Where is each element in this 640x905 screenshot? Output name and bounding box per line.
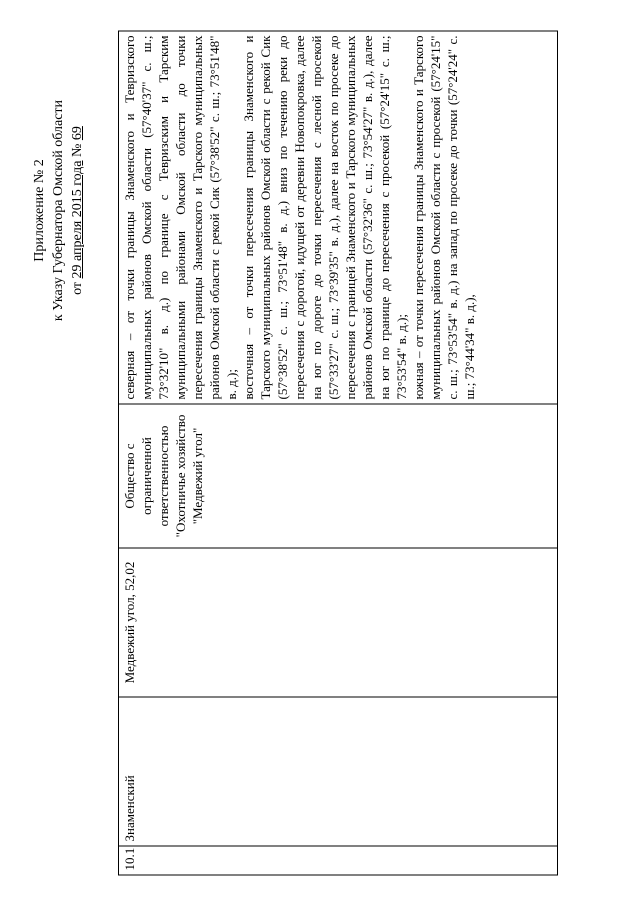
area-cell: Медвежий угол, 52,02: [119, 548, 558, 697]
boundary-south: южная – от точки пересечения границы Знаменского и Тарского муниципальных районов Омской области с просекой (57°24'15" с. ш.; 73°53'54" в. д.) на запад по просеке до точки (57°24'24" с. ш.; 73°44'34" в. д.),: [411, 35, 477, 399]
number-label: №: [70, 143, 85, 157]
decree-date-line: [68, 45, 87, 375]
organization-cell: Общество с ограниченной ответственностью "Охотничье хозяйство "Медвежий угол": [119, 404, 558, 548]
decree-date: 29 апреля 2015 года: [70, 159, 85, 278]
decree-number: 69: [70, 125, 85, 140]
decree-reference: к Указу Губернатора Омской области: [51, 99, 66, 321]
date-prefix: от: [70, 281, 85, 295]
district-cell: Знаменский: [119, 697, 558, 846]
hunting-grounds-table: [118, 30, 558, 875]
row-number: 10.1: [119, 846, 558, 875]
boundary-east: восточная – от точки пересечения границы Знаменского и Тарского муниципальных районов Омской области с рекой Сик (57°38'52" с. ш.; 73°51'48" в. д.) вниз по течению реки до пересечения с дорогой, идущей от деревни Новопокровка, далее на юг по дороге до точки пересечения с лесной просекой (57°33'27" с. ш.; 73°39'35" в. д.), далее на восток по просеке до пересечения с границей Знаменского и Тарского муниципальных районов Омской области (57°32'36" с. ш.; 73°54'27" в. д.), далее на юг по границе до пересечения с просекой (57°24'15" с. ш.; 73°53'54" в. д.);: [241, 35, 409, 399]
boundaries-cell: [119, 31, 558, 404]
appendix-title: Приложение № 2: [32, 158, 47, 262]
table-row: [119, 31, 558, 875]
boundary-north: северная – от точки границы Знаменского и Тевризского муниципальных районов Омской области (57°40'37" с. ш.; 73°32'10" в. д.) по границе с Тевризским и Тарским муниципальными районами Омской области до точки пересечения границы Знаменского и Тарского муниципальных районов Омской области с рекой Сик (57°38'52" с. ш.; 73°51'48" в. д.);: [122, 35, 239, 399]
appendix-header: [30, 45, 87, 375]
